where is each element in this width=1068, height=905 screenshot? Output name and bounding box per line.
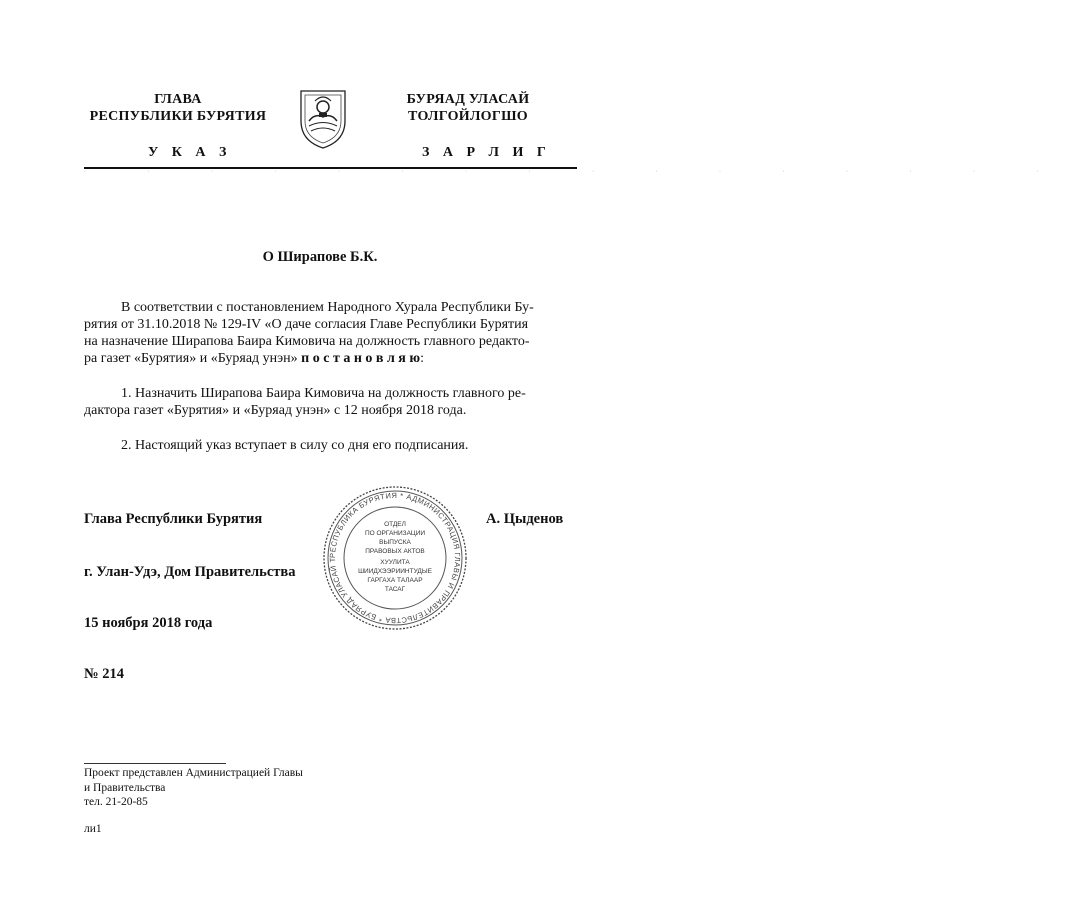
- footer-rule: [84, 763, 226, 764]
- header-right: [378, 91, 558, 125]
- decree-number: № 214: [84, 666, 124, 682]
- item-1-line1: 1. Назначить Ширапова Баира Кимовича на должность главного ре-: [121, 386, 526, 401]
- footer-line1: Проект представлен Администрацией Главы: [84, 767, 303, 779]
- seal-ring-text: РЕСПУБЛИКА БУРЯТИЯ * АДМИНИСТРАЦИЯ ГЛАВЫ И ПРАВИТЕЛЬСТВА * БУРЯАД УЛАСАЙ Т: [327, 490, 463, 626]
- preamble-line4-text: ра газет «Бурятия» и «Буряад унэн»: [84, 351, 298, 366]
- preamble-line2: рятия от 31.10.2018 № 129-IV «О даче согласия Главе Республики Бурятия: [84, 317, 529, 332]
- preamble-line4-end: :: [420, 351, 424, 366]
- item-2: 2. Настоящий указ вступает в силу со дня его подписания.: [121, 438, 469, 453]
- official-seal: [320, 486, 470, 630]
- header-right-line2: ТОЛГОЙЛОГШО: [408, 109, 528, 124]
- footer-line3: тел. 21-20-85: [84, 796, 148, 808]
- preamble-line4: [84, 350, 574, 367]
- seal-line-0: ОТДЕЛ: [384, 521, 406, 528]
- document-title: О Ширапове Б.К.: [262, 249, 378, 265]
- decree-word: п о с т а н о в л я ю: [301, 351, 421, 366]
- header-left-line1: ГЛАВА: [154, 92, 202, 107]
- seal-line-3: ПРАВОВЫХ АКТОВ: [365, 548, 425, 555]
- header-left-doctype: У К А З: [148, 145, 232, 160]
- preamble-line1: В соответствии с постановлением Народного Хурала Республики Бу-: [121, 300, 534, 315]
- seal-line-5: ШИИДХЭЭРИИНТУДЫЕ: [358, 568, 432, 575]
- seal-line-4: ХУУЛИТА: [380, 559, 410, 566]
- signatory-position: Глава Республики Бурятия: [84, 511, 263, 527]
- seal-line-1: ПО ОРГАНИЗАЦИИ: [364, 530, 426, 537]
- header-left: [84, 91, 272, 125]
- signing-date: 15 ноября 2018 года: [84, 615, 213, 631]
- preamble-paragraph: [84, 299, 574, 367]
- seal-line-7: ТАСАГ: [384, 586, 406, 593]
- header-right-line1: БУРЯАД УЛАСАЙ: [406, 92, 530, 107]
- seal-line-6: ГАРГАХА ТАЛААР: [367, 577, 423, 584]
- header-right-doctype: З А Р Л И Г: [422, 145, 551, 160]
- item-1-line2: дактора газет «Бурятия» и «Буряад унэн» с 12 ноября 2018 года.: [84, 403, 467, 418]
- signatory-name: А. Цыденов: [486, 511, 564, 527]
- header-dotted-line: · · · · · · · · · · · · · · · ·: [84, 169, 1068, 175]
- seal-line-2: ВЫПУСКА: [379, 539, 411, 546]
- header-left-line2: РЕСПУБЛИКИ БУРЯТИЯ: [89, 109, 267, 124]
- coat-of-arms-icon: [293, 85, 353, 151]
- footer-code: ли1: [84, 823, 102, 835]
- item-1: [84, 385, 574, 419]
- footer-note: [84, 766, 303, 810]
- footer-line2: и Правительства: [84, 781, 166, 794]
- preamble-line3: на назначение Ширапова Баира Кимовича на должность главного редакто-: [84, 334, 530, 349]
- signing-place: г. Улан-Удэ, Дом Правительства: [84, 564, 296, 580]
